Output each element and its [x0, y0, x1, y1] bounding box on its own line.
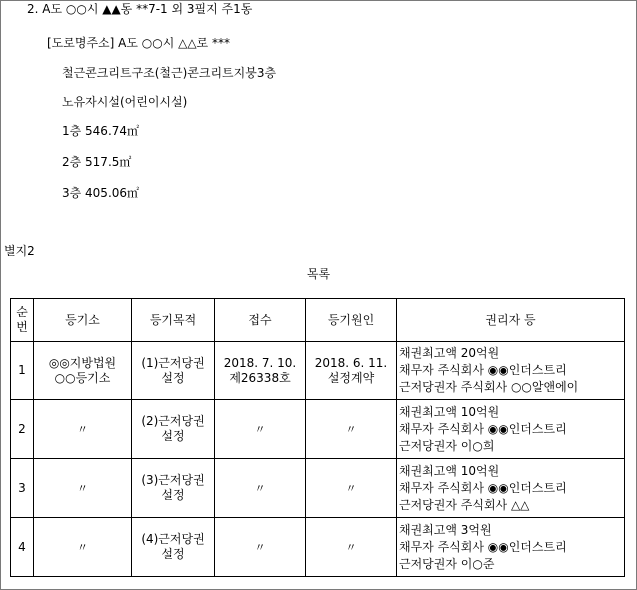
table-row: [11, 459, 625, 518]
cell-purpose: (4)근저당권 설정: [132, 518, 215, 577]
cell-rights: 채권최고액 3억원 채무자 주식회사 ◉◉인더스트리 근저당권자 이○준: [397, 518, 625, 577]
registration-table: [10, 298, 625, 577]
cell-no: 3: [11, 459, 34, 518]
floor-2-area: 2층 517.5㎡: [62, 155, 132, 169]
table-header-row: [11, 299, 625, 342]
cell-receipt: 〃: [215, 518, 306, 577]
cell-no: 2: [11, 400, 34, 459]
column-header-purpose: 등기목적: [132, 299, 215, 342]
column-header-receipt: 접수: [215, 299, 306, 342]
cell-cause: 2018. 6. 11. 설정계약: [306, 342, 397, 400]
cell-office: 〃: [34, 400, 132, 459]
cell-no: 1: [11, 342, 34, 400]
cell-rights: 채권최고액 20억원 채무자 주식회사 ◉◉인더스트리 근저당권자 주식회사 ○○알앤에이: [397, 342, 625, 400]
cell-cause: 〃: [306, 518, 397, 577]
cell-cause: 〃: [306, 459, 397, 518]
cell-office: 〃: [34, 459, 132, 518]
cell-purpose: (2)근저당권 설정: [132, 400, 215, 459]
column-header-office: 등기소: [34, 299, 132, 342]
floor-1-area: 1층 546.74㎡: [62, 124, 140, 138]
cell-purpose: (1)근저당권 설정: [132, 342, 215, 400]
cell-receipt: 2018. 7. 10. 제26338호: [215, 342, 306, 400]
cell-rights: 채권최고액 10억원 채무자 주식회사 ◉◉인더스트리 근저당권자 이○희: [397, 400, 625, 459]
address-line: 2. A도 ○○시 ▲▲동 **7-1 외 3필지 주1동: [27, 2, 253, 16]
cell-office: ◎◎지방법원 ○○등기소: [34, 342, 132, 400]
cell-rights: 채권최고액 10억원 채무자 주식회사 ◉◉인더스트리 근저당권자 주식회사 △△: [397, 459, 625, 518]
cell-receipt: 〃: [215, 459, 306, 518]
cell-no: 4: [11, 518, 34, 577]
cell-cause: 〃: [306, 400, 397, 459]
column-header-rights: 권리자 등: [397, 299, 625, 342]
list-title: 목록: [306, 267, 331, 281]
column-header-no: 순 번: [11, 299, 34, 342]
column-header-cause: 등기원인: [306, 299, 397, 342]
floor-3-area: 3층 405.06㎡: [62, 186, 140, 200]
cell-office: 〃: [34, 518, 132, 577]
attachment-label: 별지2: [4, 244, 35, 258]
road-address: [도로명주소] A도 ○○시 △△로 ***: [47, 36, 230, 50]
building-use: 노유자시설(어린이시설): [62, 95, 188, 109]
cell-purpose: (3)근저당권 설정: [132, 459, 215, 518]
table-row: [11, 342, 625, 400]
building-structure: 철근콘크리트구조(철근)콘크리트지붕3층: [62, 66, 277, 80]
cell-receipt: 〃: [215, 400, 306, 459]
table-row: [11, 400, 625, 459]
table-row: [11, 518, 625, 577]
